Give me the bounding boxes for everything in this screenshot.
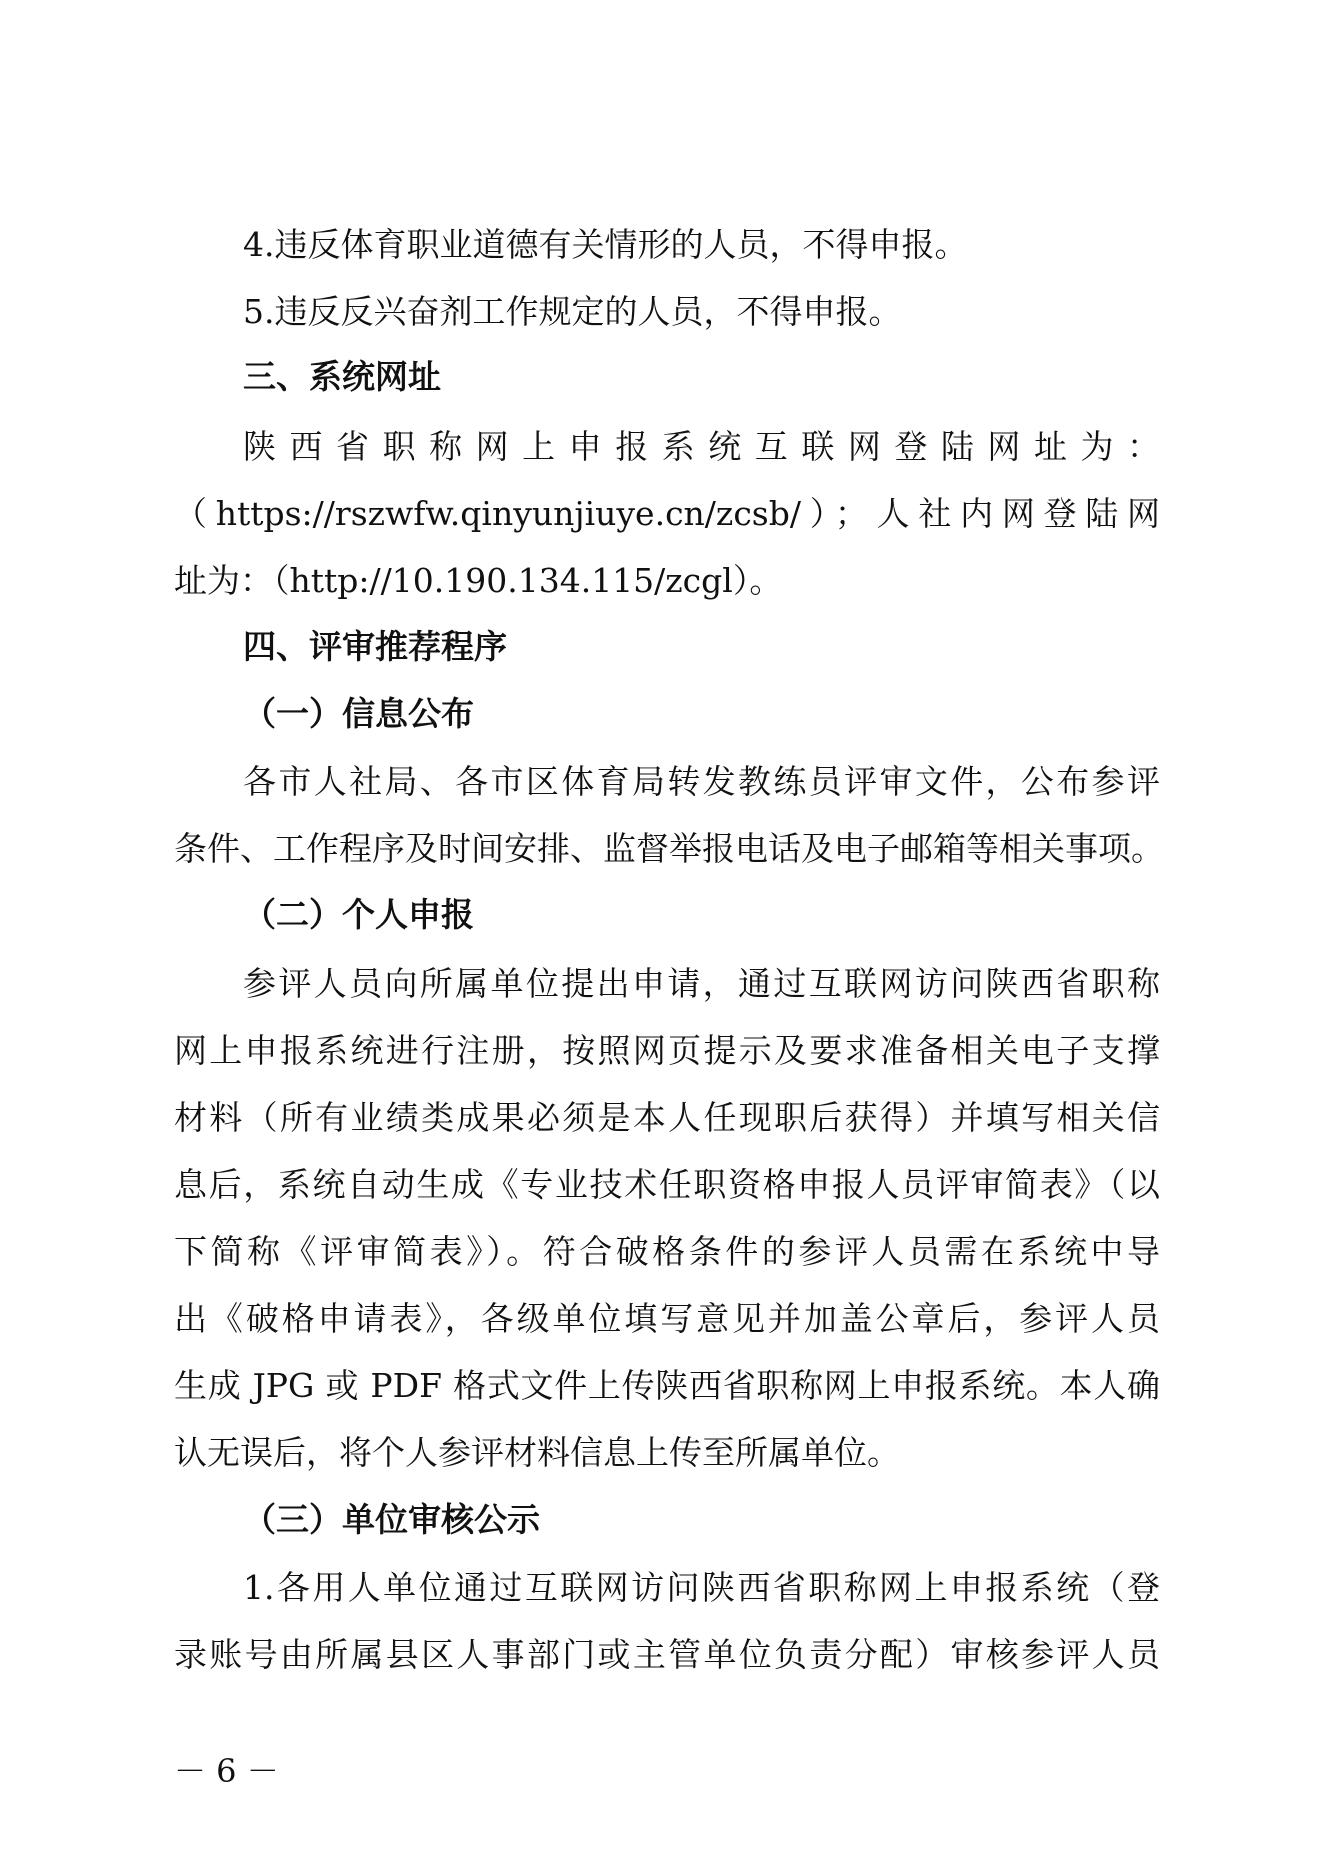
paragraph-line: 参评人员向所属单位提出申请，通过互联网访问陕西省职称 bbox=[243, 964, 1160, 1003]
paragraph-line: 各市人社局、各市区体育局转发教练员评审文件，公布参评 bbox=[243, 762, 1160, 801]
paragraph-line: 5.违反反兴奋剂工作规定的人员，不得申报。 bbox=[243, 292, 902, 331]
paragraph-line: 网上申报系统进行注册，按照网页提示及要求准备相关电子支撑 bbox=[174, 1031, 1160, 1070]
paragraph-line: 出《破格申请表》，各级单位填写意见并加盖公章后，参评人员 bbox=[174, 1299, 1160, 1338]
paragraph-line: 息后，系统自动生成《专业技术任职资格申报人员评审简表》（以 bbox=[174, 1165, 1160, 1204]
paragraph-line: 下简称《评审简表》）。符合破格条件的参评人员需在系统中导 bbox=[174, 1232, 1160, 1271]
page-number: － 6 － bbox=[174, 1752, 279, 1790]
subsection-heading: （三）单位审核公示 bbox=[243, 1500, 540, 1539]
subsection-heading: （二）个人申报 bbox=[243, 895, 474, 934]
section-heading: 三、系统网址 bbox=[243, 357, 441, 396]
paragraph-line: （https://rszwfw.qinyunjiuye.cn/zcsb/）；人社内网登陆网 bbox=[174, 494, 1160, 533]
paragraph-line: 录账号由所属县区人事部门或主管单位负责分配）审核参评人员 bbox=[174, 1635, 1160, 1674]
paragraph-line: 址为：（http://10.190.134.115/zcgl）。 bbox=[174, 561, 783, 600]
section-heading: 四、评审推荐程序 bbox=[243, 627, 507, 666]
paragraph-line: 材料（所有业绩类成果必须是本人任现职后获得）并填写相关信 bbox=[174, 1098, 1160, 1137]
paragraph-line: 1.各用人单位通过互联网访问陕西省职称网上申报系统（登 bbox=[243, 1568, 1160, 1607]
paragraph-line: 认无误后，将个人参评材料信息上传至所属单位。 bbox=[174, 1433, 900, 1472]
paragraph-line: 生成 JPG 或 PDF 格式文件上传陕西省职称网上申报系统。本人确 bbox=[174, 1366, 1160, 1405]
paragraph-line: 条件、工作程序及时间安排、监督举报电话及电子邮箱等相关事项。 bbox=[174, 829, 1164, 868]
subsection-heading: （一）信息公布 bbox=[243, 694, 474, 733]
paragraph-line: 陕西省职称网上申报系统互联网登陆网址为： bbox=[243, 427, 1160, 466]
paragraph-line: 4.违反体育职业道德有关情形的人员，不得申报。 bbox=[243, 225, 968, 264]
